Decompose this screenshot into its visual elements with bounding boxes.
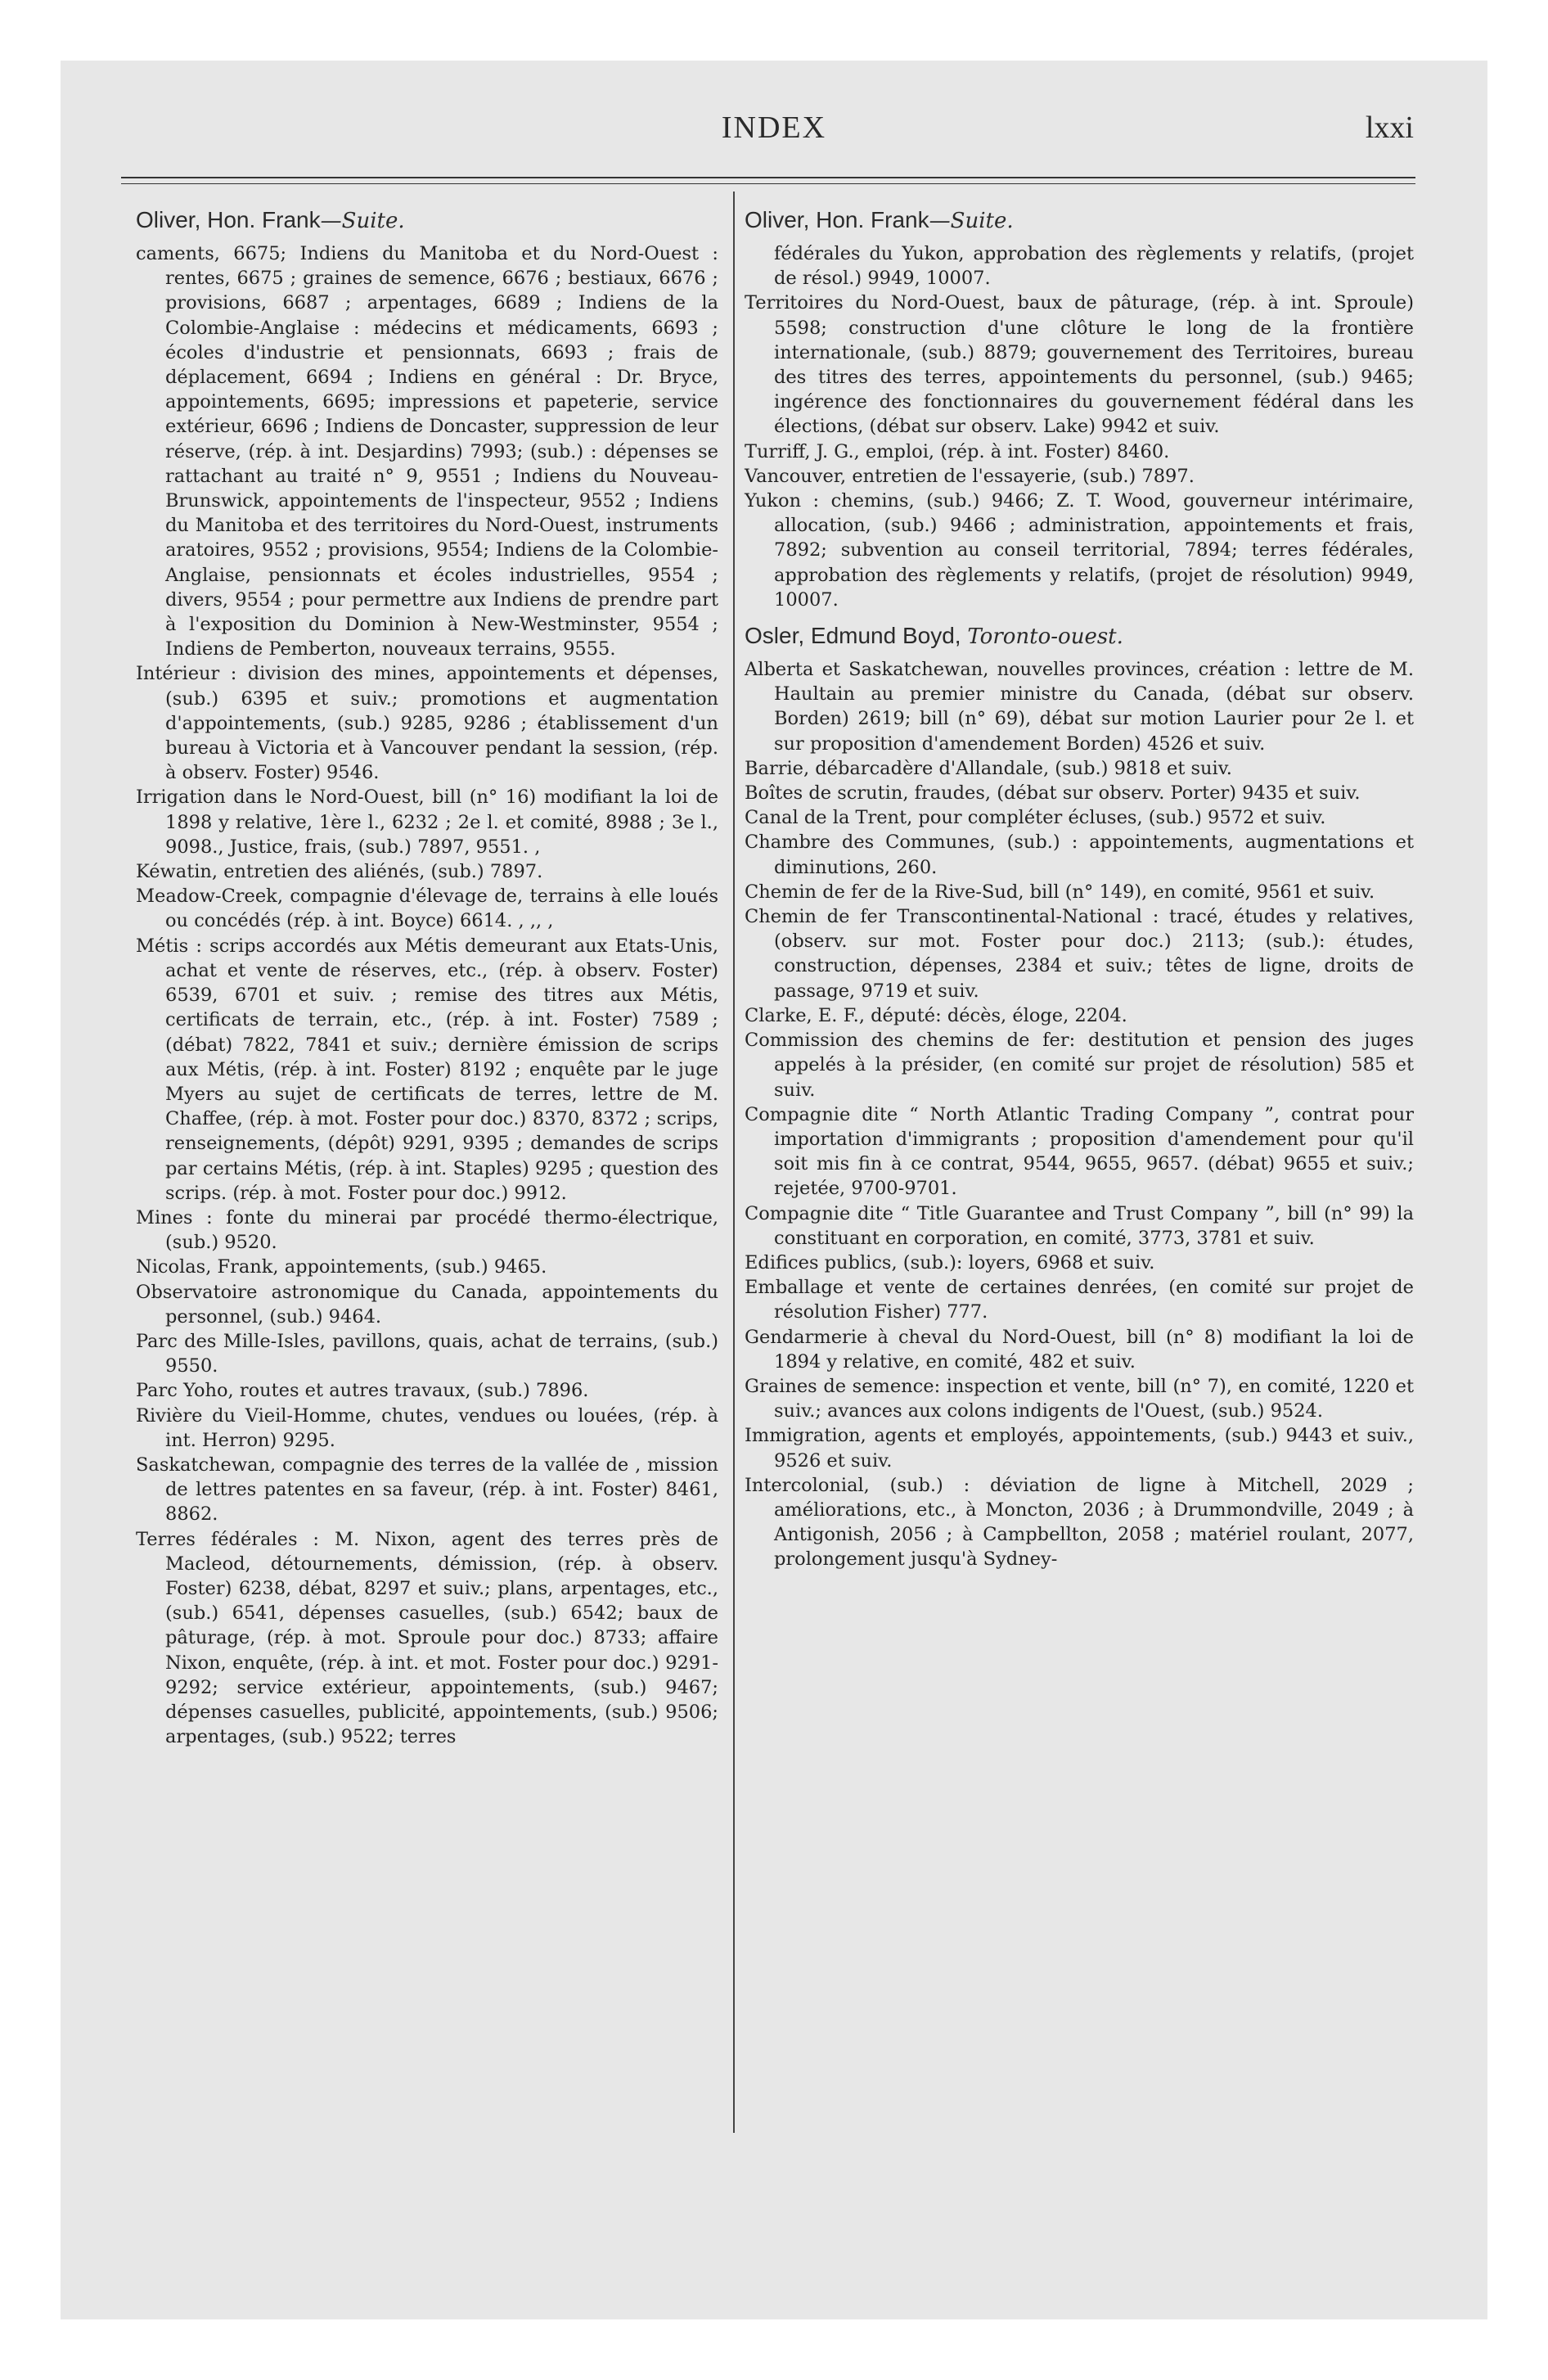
index-entry: Territoires du Nord-Ouest, baux de pâturage, (rép. à int. Sproule) 5598; construction d'une clôture le long de la frontière internationale, (sub.) 8879; gouvernement des Territoires, bureau des titres des terres, appointements du personnel, (sub.) 9465; ingérence des fonctionnaires du gouvernement fédéral dans les élections, (débat sur observ. Lake) 9942 et suiv. [745,292,1414,438]
entry-heading [745,622,1414,651]
left-entries-list [136,241,718,1749]
heading-suffix: Toronto-ouest. [967,624,1123,650]
right-column [745,206,1414,1572]
heading-name: Oliver, Hon. Frank [136,207,321,232]
index-entry: Parc des Mille-Isles, pavillons, quais, achat de terrains, (sub.) 9550. [136,1330,718,1377]
left-column [136,206,718,1749]
index-entry: Immigration, agents et employés, appointements, (sub.) 9443 et suiv., 9526 et suiv. [745,1425,1414,1472]
heading-suffix: —Suite. [320,209,405,233]
entry-heading [136,206,718,235]
index-entry: Boîtes de scrutin, fraudes, (débat sur observ. Porter) 9435 et suiv. [745,782,1361,805]
column-divider [733,192,735,2133]
index-entry: Irrigation dans le Nord-Ouest, bill (n° 16) modifiant la loi de 1898 y relative, 1ère l., 6232 ; 2e l. et comité, 8988 ; 3e l., 9098., Justice, frais, (sub.) 7897, 9551. , [136,787,718,858]
index-entry: Chemin de fer Transcontinental-National : tracé, études y relatives, (observ. sur mot. Foster pour doc.) 2113; (sub.): études, construction, dépenses, 2384 et suiv.; têtes de ligne, droits de passage, 9719 et suiv. [745,906,1414,1002]
index-entry: Observatoire astronomique du Canada, appointements du personnel, (sub.) 9464. [136,1281,718,1327]
index-entry: Turriff, J. G., emploi, (rép. à int. Foster) 8460. [745,440,1170,462]
index-entry: Edifices publics, (sub.): loyers, 6968 et suiv. [745,1251,1155,1273]
page-title: INDEX [721,110,827,145]
index-entry: Chemin de fer de la Rive-Sud, bill (n° 149), en comité, 9561 et suiv. [745,881,1375,903]
index-entry: Barrie, débarcadère d'Allandale, (sub.) 9818 et suiv. [745,757,1232,779]
index-entry: Kéwatin, entretien des aliénés, (sub.) 7897. [136,861,543,883]
index-entry: Mines : fonte du minerai par procédé thermo-électrique, (sub.) 9520. [136,1206,718,1254]
index-entry: Saskatchewan, compagnie des terres de la vallée de , mission de lettres patentes en sa faveur, (rép. à int. Foster) 8461, 8862. [136,1454,718,1526]
index-entry: Graines de semence: inspection et vente, bill (n° 7), en comité, 1220 et suiv.; avances aux colons indigents de l'Ouest, (sub.) 9524. [745,1375,1414,1422]
heading-name: Osler, Edmund Boyd, [745,623,968,649]
index-entry: Meadow-Creek, compagnie d'élevage de, terrains à elle loués ou concédés (rép. à int. Boyce) 6614. , ,, , [136,886,718,932]
index-entry: Gendarmerie à cheval du Nord-Ouest, bill (n° 8) modifiant la loi de 1894 y relative, en comité, 482 et suiv. [745,1326,1414,1373]
index-entry: Compagnie dite “ North Atlantic Trading Company ”, contrat pour importation d'immigrants ; proposition d'amendement pour qu'il soit mis fin à ce contrat, 9544, 9655, 9657. (débat) 9655 et suiv.; rejetée, 9700-9701. [745,1103,1414,1200]
index-entry: Nicolas, Frank, appointements, (sub.) 9465. [136,1256,547,1278]
index-entry: Alberta et Saskatchewan, nouvelles provinces, création : lettre de M. Haultain au premier ministre du Canada, (débat sur observ. Borden) 2619; bill (n° 69), débat sur motion Laurier pour 2e l. et sur proposition d'amendement Borden) 4526 et suiv. [745,659,1414,755]
index-entry: Emballage et vente de certaines denrées, (en comité sur projet de résolution Fisher) 777. [745,1277,1414,1323]
header-rule-thick [121,177,1415,178]
index-entry: Vancouver, entretien de l'essayerie, (sub.) 7897. [745,465,1195,487]
index-entry: Chambre des Communes, (sub.) : appointements, augmentations et diminutions, 260. [745,832,1414,878]
index-entry: Terres fédérales : M. Nixon, agent des terres près de Macleod, détournements, démission, (rép. à observ. Foster) 6238, débat, 8297 et suiv.; plans, arpentages, etc., (sub.) 6541, dépenses casuelles, (sub.) 6542; baux de pâturage, (rép. à mot. Sproule pour doc.) 8733; affaire Nixon, enquête, (rép. à int. et mot. Foster pour doc.) 9291-9292; service extérieur, appointements, (sub.) 9467; dépenses casuelles, publicité, appointements, (sub.) 9506; arpentages, (sub.) 9522; terres [136,1528,718,1748]
right-entries-list-1 [745,241,1414,612]
index-entry: Compagnie dite “ Title Guarantee and Trust Company ”, bill (n° 99) la constituant en corporation, en comité, 3773, 3781 et suiv. [745,1202,1414,1249]
page-number: lxxi [1365,110,1414,145]
page-header [61,110,1487,159]
index-entry: Clarke, E. F., député: décès, éloge, 2204. [745,1004,1127,1026]
index-entry: Intérieur : division des mines, appointements et dépenses, (sub.) 6395 et suiv.; promotions et augmentation d'appointements, (sub.) 9285, 9286 ; établissement d'un bureau à Victoria et à Vancouver pendant la session, (rép. à observ. Foster) 9546. [136,663,718,784]
heading-name: Oliver, Hon. Frank [745,207,929,232]
entry-heading [745,206,1414,235]
index-entry: Métis : scrips accordés aux Métis demeurant aux Etats-Unis, achat et vente de réserves, etc., (rép. à observ. Foster) 6539, 6701 et suiv. ; remise des titres aux Métis, certificats de terrain, etc., (rép. à int. Foster) 7589 ; (débat) 7822, 7841 et suiv.; dernière émission de scrips aux Métis, (rép. à int. Foster) 8192 ; enquête par le juge Myers au sujet de certificats de terres, lettre de M. Chaffee, (rép. à mot. Foster pour doc.) 8370, 8372 ; scrips, renseignements, (dépôt) 9291, 9395 ; demandes de scrips par certains Métis, (rép. à int. Staples) 9295 ; question des scrips. (rép. à mot. Foster pour doc.) 9912. [136,935,718,1204]
index-entry: Commission des chemins de fer: destitution et pension des juges appelés à la présider, (en comité sur projet de résolution) 585 et suiv. [745,1030,1414,1101]
index-entry: caments, 6675; Indiens du Manitoba et du Nord-Ouest : rentes, 6675 ; graines de semence, 6676 ; bestiaux, 6676 ; provisions, 6687 ; arpentages, 6689 ; Indiens de la Colombie-Anglaise : médecins et médicaments, 6693 ; écoles d'industrie et pensionnats, 6693 ; frais de déplacement, 6694 ; Indiens en général : Dr. Bryce, appointements, 6695; impressions et papeterie, service extérieur, 6696 ; Indiens de Doncaster, suppression de leur réserve, (rép. à int. Desjardins) 7993; (sub.) : dépenses se rattachant au traité n° 9, 9551 ; Indiens du Nouveau-Brunswick, appointements de l'inspecteur, 9552 ; Indiens du Manitoba et des territoires du Nord-Ouest, instruments aratoires, 9552 ; provisions, 9554; Indiens de la Colombie-Anglaise, pensionnats et écoles industrielles, 9554 ; divers, 9554 ; pour permettre aux Indiens de prendre part à l'exposition du Dominion à New-Westminster, 9554 ; Indiens de Pemberton, nouveaux terrains, 9555. [136,243,718,660]
index-entry: Parc Yoho, routes et autres travaux, (sub.) 7896. [136,1380,589,1402]
index-entry: fédérales du Yukon, approbation des règlements y relatifs, (projet de résol.) 9949, 10007. [774,243,1414,290]
right-entries-list-2 [745,657,1414,1572]
index-entry: Intercolonial, (sub.) : déviation de ligne à Mitchell, 2029 ; améliorations, etc., à Moncton, 2036 ; à Drummondville, 2049 ; à Antigonish, 2056 ; à Campbellton, 2058 ; matériel roulant, 2077, prolongement jusqu'à Sydney- [745,1474,1414,1571]
heading-suffix: —Suite. [929,209,1014,233]
index-entry: Rivière du Vieil-Homme, chutes, vendues ou louées, (rép. à int. Herron) 9295. [136,1404,718,1451]
scanned-page [61,61,1487,2319]
header-rule-thin [121,183,1415,184]
index-entry: Yukon : chemins, (sub.) 9466; Z. T. Wood, gouverneur intérimaire, allocation, (sub.) 9466 ; administration, appointements et frais, 7892; subvention au conseil territorial, 7894; terres fédérales, approbation des règlements y relatifs, (projet de résolution) 9949, 10007. [745,490,1414,611]
index-entry: Canal de la Trent, pour compléter écluses, (sub.) 9572 et suiv. [745,807,1326,829]
